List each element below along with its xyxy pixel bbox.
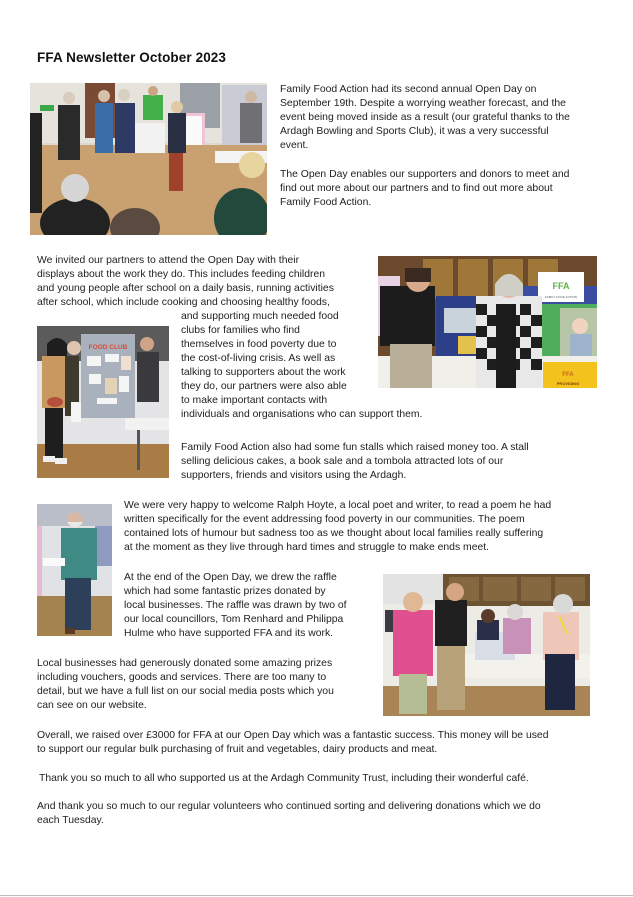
photo-raffle-draw [383, 574, 590, 716]
photo-poet-reading [37, 504, 112, 636]
text-line: find out more about our partners and to find out more about [280, 183, 553, 194]
food-club-board-heading: FOOD CLUB [88, 344, 128, 351]
text-line: clubs for families who find [181, 325, 300, 336]
text-line: September 19th. Despite a worrying weather forecast, and the [280, 98, 566, 109]
text-line: to make important contacts with [181, 395, 328, 406]
text-line: We invited our partners to attend the Open Day with their [37, 255, 300, 266]
text-line: At the end of the Open Day, we drew the raffle [124, 572, 337, 583]
text-line: can see on our website. [37, 700, 147, 711]
text-line: Family Food Action. [280, 197, 372, 208]
ffa-poster-logo: FFA [552, 281, 570, 291]
text-line: Local businesses had generously donated some amazing prizes [37, 658, 333, 669]
text-line: The Open Day enables our supporters and donors to meet and [280, 169, 570, 180]
ffa-box-text: PROVIDING [556, 381, 580, 386]
text-line: event being moved inside as a result (our grateful thanks to the [280, 112, 570, 123]
text-line: written specifically for the event addressing food poverty in our communities. The poem [124, 514, 525, 525]
text-line: We were very happy to welcome Ralph Hoyte, a local poet and writer, to read a poem he had [124, 500, 552, 511]
ffa-poster-subtitle: FAMILY FOOD ACTION [545, 295, 577, 299]
text-line: detail, but we have a full list on our social media posts which you [37, 686, 334, 697]
text-line: And thank you so much to our regular volunteers who continued sorting and delivering donations which we do [37, 801, 541, 812]
text-line: including vouchers, goods and services. There are too many to [37, 672, 327, 683]
text-line: they do, our partners were also able [181, 381, 347, 392]
text-line: the cost-of-living crisis. As well as [181, 353, 336, 364]
page-title: FFA Newsletter October 2023 [37, 50, 227, 65]
text-line: Family Food Action also had some fun stalls which raised money too. A stall [181, 442, 529, 453]
text-line: supporters, friends and visitors using the Ardagh. [181, 470, 407, 481]
text-line: displays about the work they do. This includes feeding children [37, 269, 326, 280]
text-line: selling delicious cakes, a book sale and a tombola attracted lots of our [181, 456, 504, 467]
text-line: contained lots of humour but sadness too as we thought about local families really suffering [124, 528, 544, 539]
text-line: which had some fantastic prizes donated by [124, 586, 326, 597]
text-line: at the moment as they live through hard times and struggle to make ends meet. [124, 542, 490, 553]
text-line: our local councillors, Tom Renhard and Philippa [124, 614, 344, 625]
photo-partners-at-ffa-display [378, 256, 597, 388]
photo-open-day-gathering [30, 83, 267, 235]
text-line: event. [280, 140, 309, 151]
text-line: themselves in food poverty due to [181, 339, 337, 350]
text-line: individuals and organisations who can support them. [181, 409, 423, 420]
text-line: and young people after school on a daily basis, running activities [37, 283, 334, 294]
photo-food-club-board [37, 326, 169, 478]
page-bottom-divider [0, 895, 633, 896]
text-line: each Tuesday. [37, 815, 104, 826]
text-line: after school, which include cooking and choosing healthy foods, [37, 297, 330, 308]
text-line: Overall, we raised over £3000 for FFA at our Open Day which was a fantastic success. This money will be used [37, 730, 549, 741]
text-line: to support our regular bulk purchasing of fruit and vegetables, dairy products and meat. [37, 744, 438, 755]
text-line: talking to supporters about the work [181, 367, 346, 378]
ffa-box-logo: FFA [562, 372, 574, 378]
text-line: Thank you so much to all who supported us at the Ardagh Community Trust, including their wonderful café. [39, 773, 529, 784]
text-line: local businesses. The raffle was drawn by two of [124, 600, 347, 611]
text-line: Family Food Action had its second annual Open Day on [280, 84, 537, 95]
text-line: Hulme who have supported FFA and its work. [124, 628, 334, 639]
text-line: and supporting much needed food [181, 311, 339, 322]
text-line: Ardagh Bowling and Sports Club), it was a very successful [280, 126, 549, 137]
